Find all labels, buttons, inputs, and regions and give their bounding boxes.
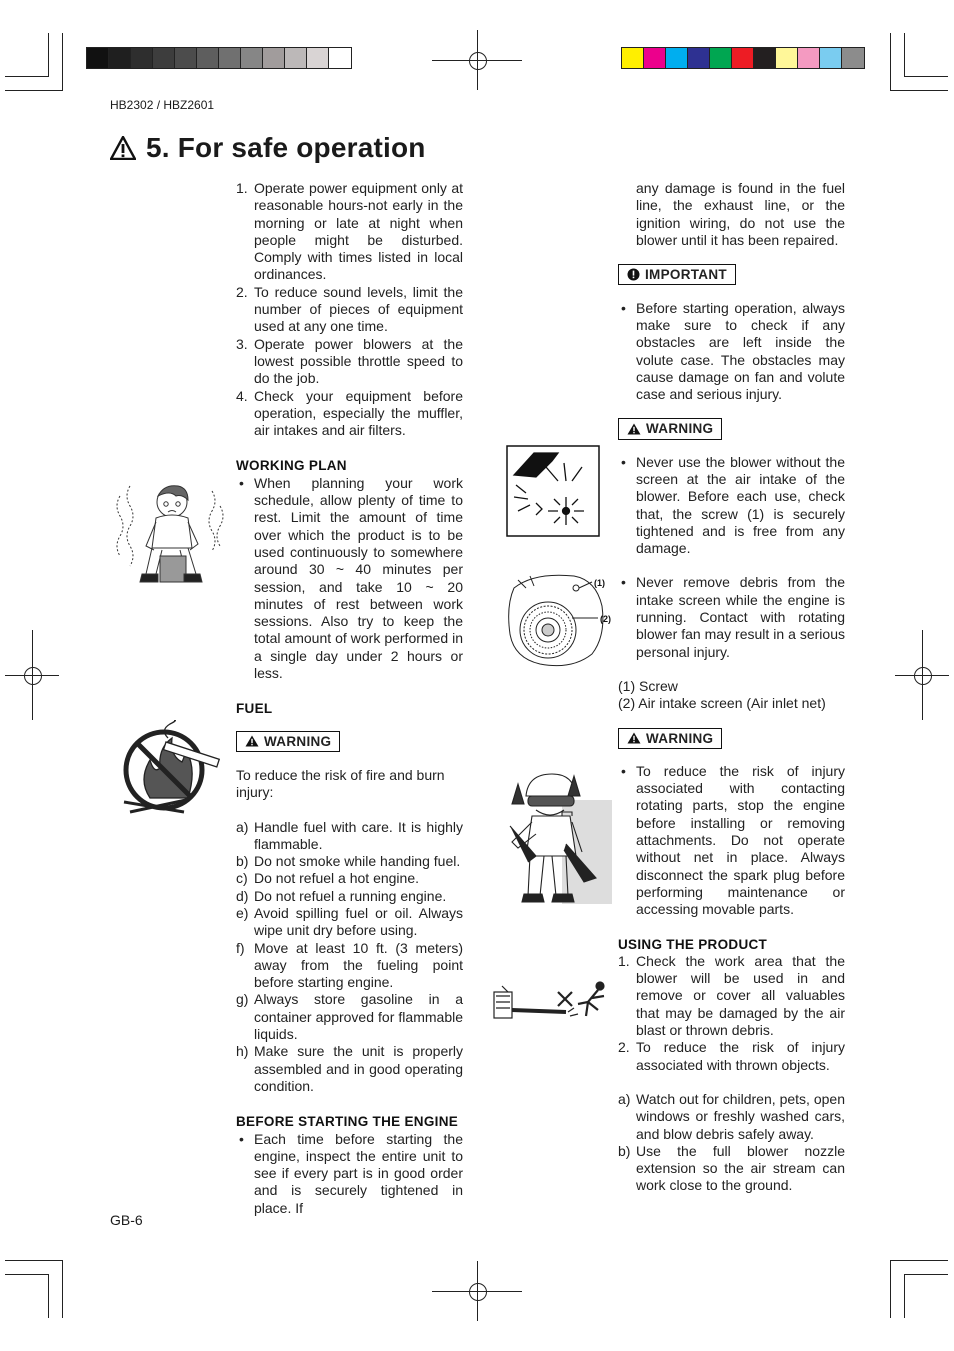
tired-worker-illustration	[108, 476, 226, 594]
using-item	[618, 953, 845, 1039]
grayscale-bar	[86, 47, 352, 69]
intro-item-text: Operate power blowers at the lowest possible throttle speed to do the job.	[254, 335, 463, 387]
process-color-bar	[621, 47, 865, 69]
fuel-item-number: d)	[236, 887, 249, 904]
warning-triangle-icon	[245, 735, 259, 747]
intro-item	[236, 180, 463, 284]
fuel-item-number: g)	[236, 991, 249, 1008]
process-swatch	[842, 48, 864, 68]
intro-item-number: 3.	[236, 335, 248, 352]
fuel-item	[236, 905, 463, 940]
process-swatch	[644, 48, 666, 68]
fuel-item	[236, 940, 463, 992]
fuel-item	[236, 888, 463, 905]
model-number: HB2302 / HBZ2601	[110, 98, 215, 112]
warning-triangle-icon	[627, 732, 641, 744]
intro-item	[236, 388, 463, 440]
fuel-heading: FUEL	[236, 701, 273, 717]
using-item-text: To reduce the risk of injury associated with thrown objects.	[636, 1039, 845, 1073]
fuel-item	[236, 991, 463, 1043]
process-swatch	[710, 48, 732, 68]
fuel-intro: To reduce the risk of fire and burn injury:	[236, 766, 445, 801]
fuel-list	[236, 819, 463, 1096]
process-swatch	[622, 48, 644, 68]
using-sub-item-text: Use the full blower nozzle extension so the air stream can work close to the ground.	[636, 1142, 845, 1194]
fuel-item-number: e)	[236, 904, 249, 921]
gray-swatch	[329, 48, 351, 68]
protective-gear-operator-illustration	[502, 770, 614, 908]
warning-badge-1	[618, 418, 722, 439]
intro-item-number: 2.	[236, 283, 248, 300]
fuel-item-number: b)	[236, 853, 249, 870]
using-sub-item-text: Watch out for children, pets, open windows or freshly washed cars, and blow debris safely away.	[636, 1090, 845, 1142]
fuel-item-text: Do not smoke while handing fuel.	[254, 853, 461, 870]
intro-item	[236, 284, 463, 336]
warning-badge-2	[618, 728, 722, 749]
gray-swatch	[197, 48, 219, 68]
important-label: IMPORTANT	[645, 267, 727, 283]
gray-swatch	[263, 48, 285, 68]
using-product-heading: USING THE PRODUCT	[618, 936, 768, 952]
callout-2: (2)	[600, 614, 611, 624]
fuel-item-number: a)	[236, 818, 249, 835]
fuel-warning-badge	[236, 731, 340, 752]
fuel-item	[236, 1043, 463, 1095]
using-item	[618, 1039, 845, 1074]
using-sub-item	[618, 1143, 845, 1195]
fuel-item-text: Handle fuel with care. It is highly flammable.	[254, 818, 463, 852]
no-fire-smoking-illustration	[120, 720, 224, 815]
gray-swatch	[285, 48, 307, 68]
left-column	[236, 180, 463, 1217]
right-column	[618, 180, 845, 1195]
registration-target-top	[462, 45, 492, 75]
warning1-bullet-2: • Never remove debris from the intake screen while the engine is running. Contact with rotating blower fan may result in a serious personal injury.	[618, 574, 845, 660]
gray-swatch	[131, 48, 153, 68]
process-swatch	[688, 48, 710, 68]
gray-swatch	[175, 48, 197, 68]
registration-target-right	[907, 660, 937, 690]
gray-swatch	[241, 48, 263, 68]
process-swatch	[666, 48, 688, 68]
intro-item-number: 1.	[236, 180, 248, 196]
legend-air-intake: (2) Air intake screen (Air inlet net)	[618, 695, 826, 712]
callout-1: (1)	[594, 578, 605, 588]
gray-swatch	[153, 48, 175, 68]
page-number: GB-6	[110, 1212, 143, 1228]
process-swatch	[776, 48, 798, 68]
working-plan-heading: WORKING PLAN	[236, 458, 347, 474]
fuel-item-number: c)	[236, 870, 248, 887]
before-start-text: • Each time before starting the engine, inspect the entire unit to see if every part is in good order and is securely tightened in place. If	[236, 1131, 463, 1217]
fuel-warning-label: WARNING	[264, 733, 332, 749]
intro-list	[236, 180, 463, 439]
fuel-item-number: f)	[236, 939, 245, 956]
process-swatch	[754, 48, 776, 68]
fuel-item-number: h)	[236, 1043, 249, 1060]
warning2-bullet: • To reduce the risk of injury associated with contacting rotating parts, stop the engine before installing or removing attachments. Do not operate without net in place. Always disconnect the spark plug before performing maintenance or accessing movable parts.	[618, 763, 845, 919]
fuel-item	[236, 870, 463, 887]
page-title-text: 5. For safe operation	[146, 132, 426, 163]
intro-item-text: Operate power equipment only at reasonable hours-not early in the morning or late at night when people might be disturbed. Comply with times listed in local ordinances.	[254, 180, 463, 283]
using-item-number: 2.	[618, 1039, 630, 1056]
warning-label-2: WARNING	[646, 730, 714, 746]
fuel-item-text: Always store gasoline in a container approved for flammable liquids.	[254, 991, 463, 1043]
using-sub-item	[618, 1091, 845, 1143]
using-sub-list	[618, 1091, 845, 1195]
intro-item-text: Check your equipment before operation, especially the muffler, air intakes and air filters.	[254, 387, 463, 439]
important-badge	[618, 264, 736, 285]
registration-target-left	[17, 660, 47, 690]
gray-swatch	[87, 48, 109, 68]
intro-item-number: 4.	[236, 387, 248, 404]
using-item-number: 1.	[618, 952, 630, 969]
before-start-heading: BEFORE STARTING THE ENGINE	[236, 1114, 459, 1130]
page-title	[110, 132, 426, 164]
fuel-item-text: Move at least 10 ft. (3 meters) away from the fueling point before starting engine.	[254, 939, 463, 991]
using-item-text: Check the work area that the blower will be used in and remove or cover all valuables that may be damaged by the air blast or thrown debris.	[636, 952, 845, 1039]
using-list	[618, 953, 845, 1074]
gray-swatch	[219, 48, 241, 68]
process-swatch	[820, 48, 842, 68]
fuel-item-text: Make sure the unit is properly assembled and in good operating condition.	[254, 1043, 463, 1094]
important-text: • Before starting operation, always make sure to check if any obstacles are left inside the volute case. The obstacles may cause damage on fan and volute case and serious injury.	[618, 300, 845, 404]
warning-label-1: WARNING	[646, 421, 714, 437]
intro-item-text: To reduce sound levels, limit the number of pieces of equipment used at any one time.	[254, 283, 463, 335]
intro-item	[236, 336, 463, 388]
fuel-item-text: Avoid spilling fuel or oil. Always wipe unit dry before using.	[254, 904, 463, 939]
using-sub-item-number: a)	[618, 1090, 631, 1107]
process-swatch	[798, 48, 820, 68]
fuel-item-text: Do not refuel a running engine.	[254, 887, 447, 904]
legend-screw: (1) Screw	[618, 677, 678, 694]
fuel-item	[236, 819, 463, 854]
gray-swatch	[307, 48, 329, 68]
exclamation-circle-icon	[627, 268, 640, 281]
blower-thrown-object-illustration	[492, 978, 616, 1024]
intake-screen-hand-diagram	[506, 445, 600, 537]
fuel-item-text: Do not refuel a hot engine.	[254, 870, 420, 887]
warning1-bullet-1: • Never use the blower without the screen at the air intake of the blower. Before each use, check that, the screw (1) is securely tightened and is free from any damage.	[618, 454, 845, 558]
registration-target-bottom	[462, 1276, 492, 1306]
working-plan-text: • When planning your work schedule, allow plenty of time to rest. Limit the amount of time over which the product is to be used continuously to somewhere around 30 ~ 40 minutes per session, and take 10 ~ 20 minutes of rest between work sessions. Also try to keep the total amount of work performed in a single day under 2 hours or less.	[236, 475, 463, 683]
warning-triangle-icon	[110, 136, 136, 160]
using-sub-item-number: b)	[618, 1142, 631, 1159]
process-swatch	[732, 48, 754, 68]
gray-swatch	[109, 48, 131, 68]
before-start-continued: any damage is found in the fuel line, the exhaust line, or the ignition wiring, do not use the blower until it has been repaired.	[636, 180, 845, 248]
blower-intake-screen-diagram	[500, 570, 612, 668]
warning-triangle-icon	[627, 423, 641, 435]
fuel-item	[236, 853, 463, 870]
